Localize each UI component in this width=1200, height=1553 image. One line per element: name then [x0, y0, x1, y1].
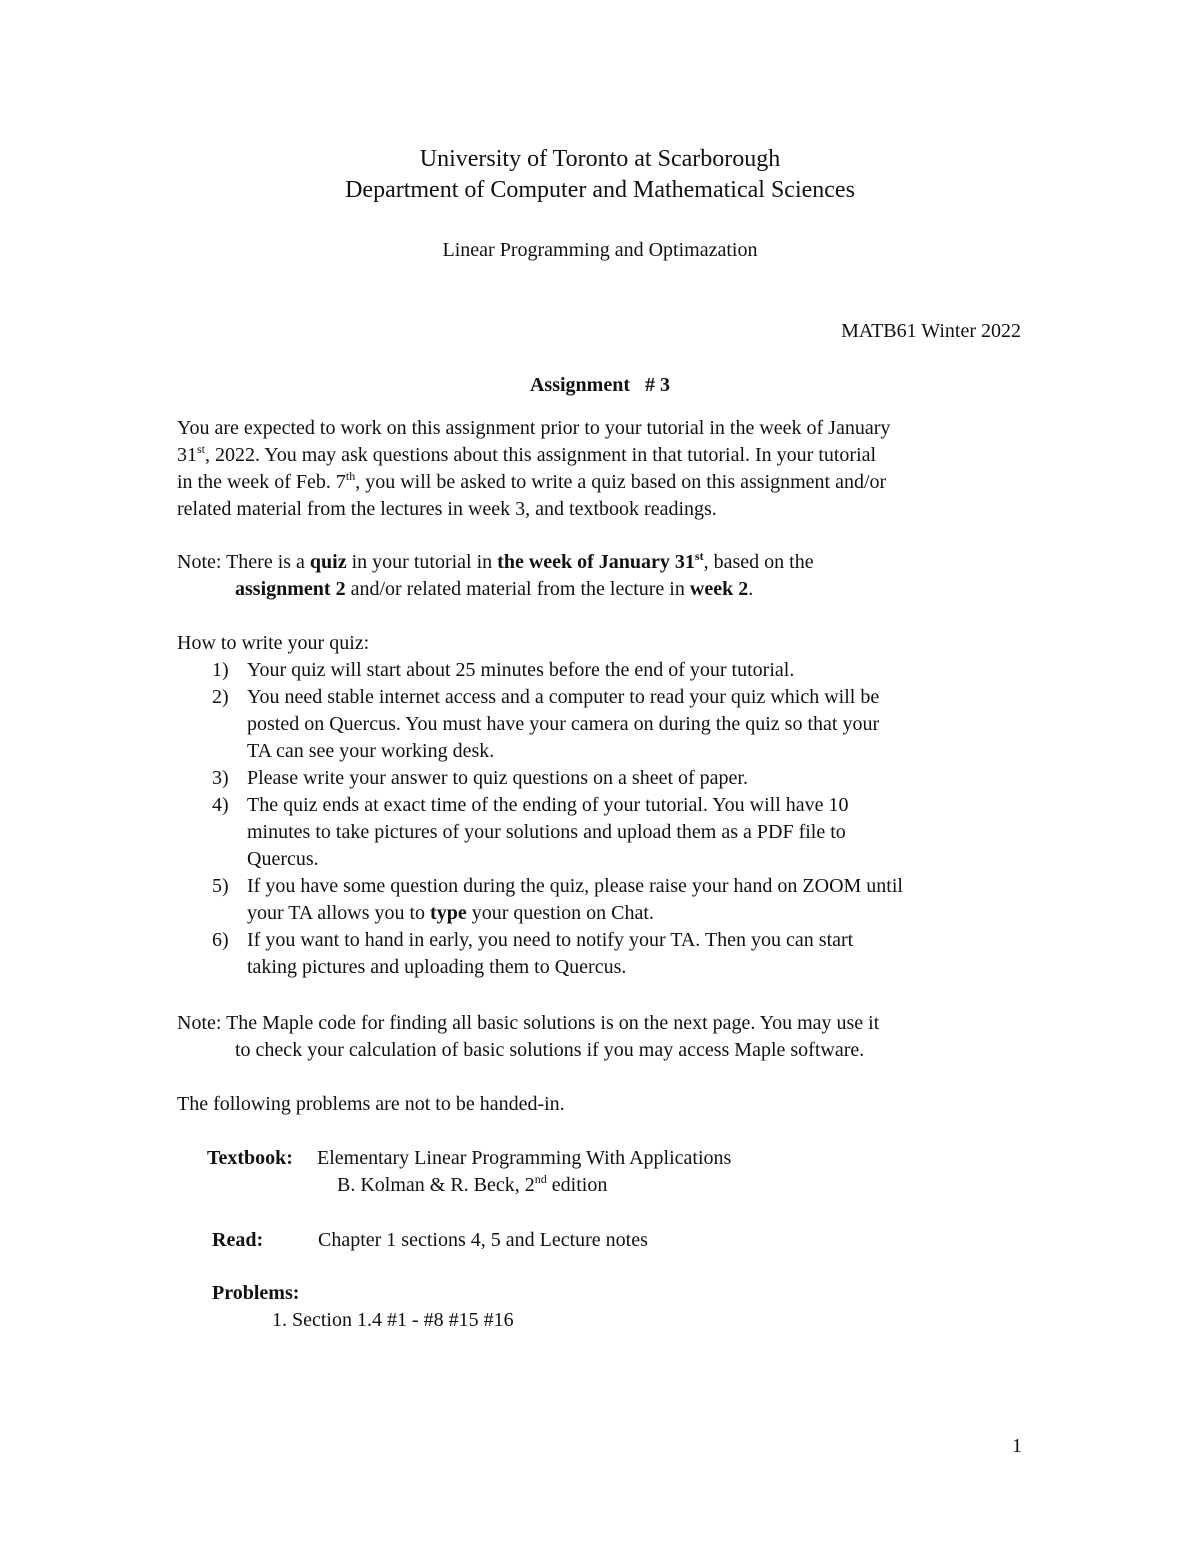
quiz-step-6: 6) If you want to hand in early, you need to notify your TA. Then you can start taking pictures and uploading them to Quercus. [212, 929, 854, 978]
textbook-label: Textbook: [207, 1147, 293, 1169]
quiz-step-3: 3) Please write your answer to quiz questions on a sheet of paper. [212, 767, 748, 789]
quiz-instructions-list [177, 657, 1027, 981]
quiz-instructions-heading: How to write your quiz: [177, 632, 370, 654]
read-value: Chapter 1 sections 4, 5 and Lecture notes [318, 1229, 648, 1251]
assignment-title: Assignment # 3 [529, 374, 670, 396]
note-quiz-line-1: Note: There is a quiz in your tutorial in the week of January 31st, based on the [177, 549, 814, 573]
note-quiz-line-2: assignment 2 and/or related material from the lecture in week 2. [235, 578, 754, 600]
intro-line-3: in the week of Feb. 7th, you will be asked to write a quiz based on this assignment and/or [177, 469, 887, 493]
university-name: University of Toronto at Scarborough [419, 146, 781, 172]
course-title: Linear Programming and Optimazation [442, 239, 758, 261]
quiz-step-4: 4) The quiz ends at exact time of the ending of your tutorial. You will have 10 minutes to take pictures of your solutions and upload them as a PDF file to Quercus. [212, 794, 849, 870]
intro-line-4: related material from the lectures in week 3, and textbook readings. [177, 498, 717, 520]
department-name: Department of Computer and Mathematical Sciences [345, 177, 855, 203]
problems-block [212, 1280, 1012, 1334]
note-maple-line-2: to check your calculation of basic solutions if you may access Maple software. [235, 1039, 865, 1061]
problems-label: Problems: [212, 1282, 300, 1304]
problem-item-1: 1. Section 1.4 #1 - #8 #15 #16 [272, 1309, 514, 1331]
quiz-step-5: 5) If you have some question during the quiz, please raise your hand on ZOOM until your TA allows you to type your question on Chat. [212, 875, 903, 924]
note-maple [177, 1010, 1027, 1064]
intro-line-2: 31st, 2022. You may ask questions about this assignment in that tutorial. In your tutorial [177, 442, 877, 466]
not-handed-in-note: The following problems are not to be handed-in. [177, 1093, 565, 1115]
quiz-step-1: 1) Your quiz will start about 25 minutes before the end of your tutorial. [212, 659, 795, 681]
course-code-term: MATB61 Winter 2022 [841, 320, 1021, 342]
intro-paragraph [177, 415, 1027, 523]
quiz-step-2: 2) You need stable internet access and a computer to read your quiz which will be posted on Quercus. You must have your camera on during the quiz so that your TA can see your working desk. [212, 686, 880, 762]
note-maple-line-1: Note: The Maple code for finding all basic solutions is on the next page. You may use it [177, 1012, 880, 1034]
page-number: 1 [1012, 1435, 1022, 1457]
read-block [212, 1227, 1012, 1254]
intro-line-1: You are expected to work on this assignment prior to your tutorial in the week of January [177, 417, 891, 439]
textbook-block [207, 1145, 1007, 1199]
read-label: Read: [212, 1229, 264, 1251]
quiz-instructions [177, 630, 1027, 981]
textbook-title: Elementary Linear Programming With Applications [317, 1147, 732, 1169]
textbook-authors: B. Kolman & R. Beck, 2nd edition [337, 1172, 608, 1196]
note-quiz [177, 549, 1027, 603]
